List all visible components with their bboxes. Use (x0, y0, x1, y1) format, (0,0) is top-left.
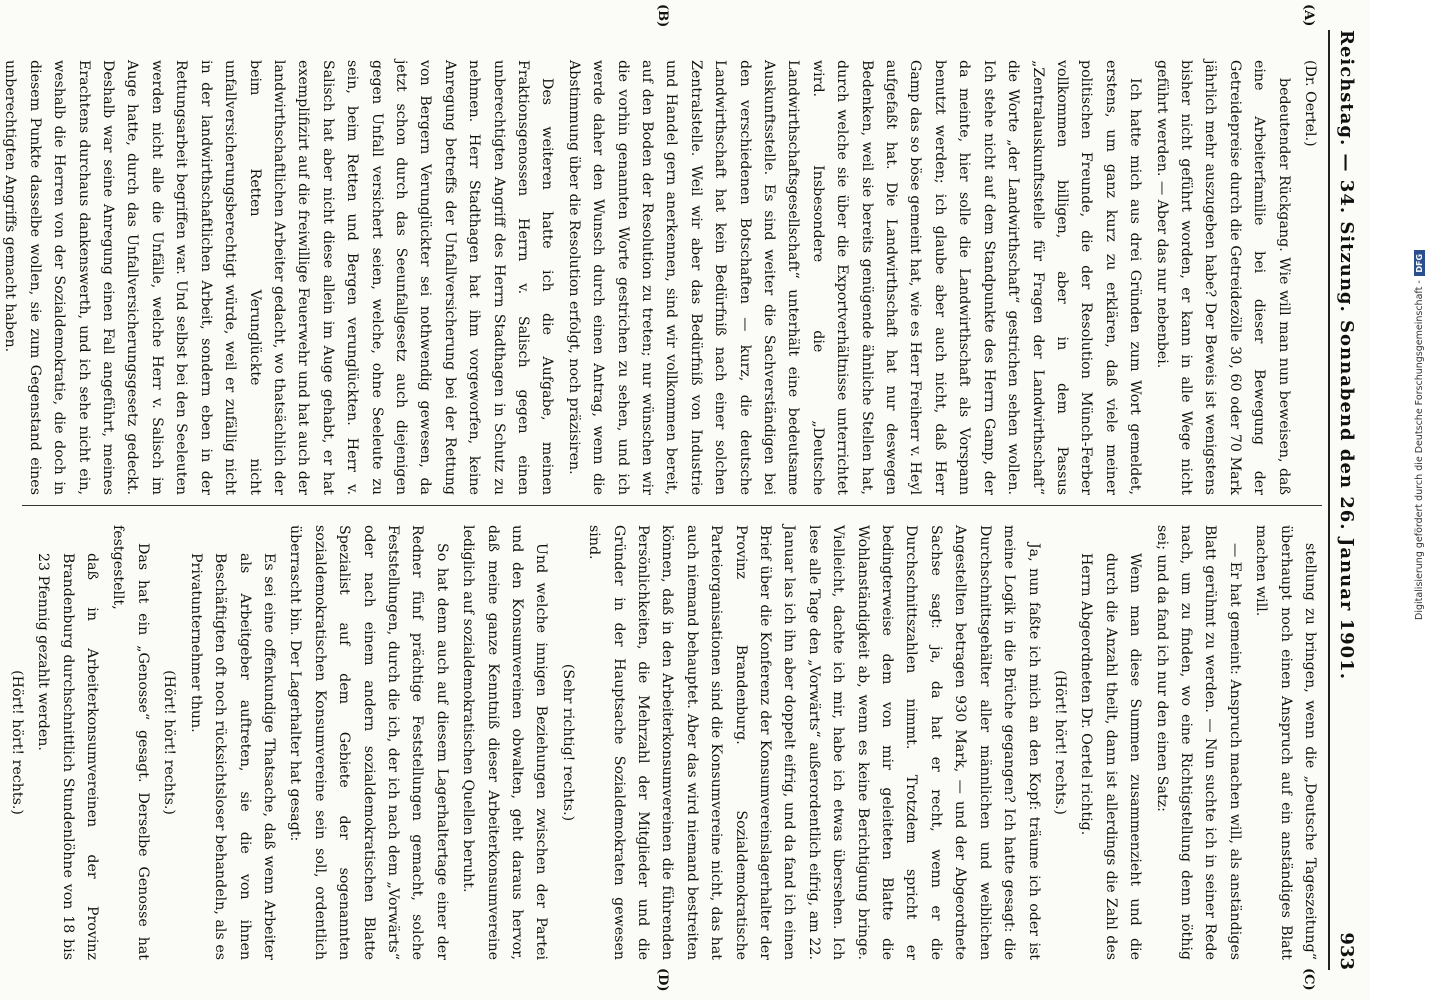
paragraph (0, 525, 2, 960)
paragraph: stellung zu bringen, wenn die „Deutsche Tageszeitung“ überhaupt noch einen Anspruch auf ein anständiges Blatt machen will. (1253, 525, 1318, 960)
digitization-footer (1408, 240, 1430, 620)
paragraph: Und welche innigen Beziehungen zwischen der Partei und den Konsumvereinen obwalten, geht daraus hervor, daß meine ganze Kenntniß dieser Arbeiterkonsumvereine lediglich auf sozialdemokratischen Quellen beruht. (460, 525, 550, 960)
paragraph: Ich hatte mich aus drei Gründen zum Wort gemeldet, erstens, um ganz kurz zu erklären, daß viele meiner politischen Freunde, die der Resolution Münch-Ferber vollkommen billigen, aber in dem Passus „Zentralauskunftsstelle für Fragen der Landwirthschaft“ die Worte „der Landwirthschaft“ gestrichen sehen wollen. Ich stehe nicht auf dem Standpunkte des Herrn Gamp, der da meinte, hier solle die Landwirthschaft als Vorspann benutzt werden; ich glaube aber auch nicht, daß Herr Gamp das so böse gemeint hat, wie es Herr Freiherr v. Heyl aufgefaßt hat. Die Landwirthschaft hat nur deswegen Bedenken, weil sie bereits genügende ähnliche Stellen hat, durch welche sie über die Exportverhältnisse unterrichtet wird. Insbesondere die „Deutsche Landwirthschaftsgesellschaft“ unterhält eine bedeutsame Auskunftsstelle. Es sind weiter die Sachverständigen bei den verschiedenen Botschaften — kurz, die deutsche Landwirthschaft hat kein Bedürfniß nach einer solchen Zentralstelle. Weil wir aber das Bedürfniß von Industrie und Handel gern anerkennen, sind wir vollkommen bereit, auf den Boden der Resolution zu treten; nur wünschen wir die vorhin genannten Worte gestrichen zu sehen, und ich werde daher den Wunsch durch einen Antrag, wenn die Abstimmung über die Resolution erfolgt, noch präzisiren. (565, 60, 1144, 495)
quoted-passage: daß in Arbeiterkonsumvereinen der Provinz Brandenburg durchschnittlich Stundenlöhne von 18 bis 23 Pfennig gezahlt werden. (35, 553, 101, 960)
interjection: (Hört! hört! rechts.) (8, 670, 25, 815)
paragraph: So hat denn auch auf diesem Lagerhaltertage einer der Redner fünf prächtige Feststellungen gemacht, solche Feststellungen, durch die ich, der ich nach dem „Vorwärts“ oder nach einem andern sozialdemokratischen Blatte Spezialist auf dem Gebiete der sogenannten sozialdemokratischen Konsumvereine sein soll, ordentlich überrascht bin. Der Lagerhalter hat gesagt: (287, 525, 450, 960)
column-divider (22, 505, 1322, 506)
margin-marker-c: (C) (1301, 968, 1316, 991)
page-header (1328, 30, 1364, 970)
interjection: (Sehr richtig! rechts.) (559, 663, 576, 822)
margin-marker-d: (D) (655, 968, 670, 992)
paragraph: Des weiteren hatte ich die Aufgabe, meinen Fraktionsgenossen Herrn v. Salisch gegen einen unberechtigten Angriff des Herrn Stadthagen in Schutz zu nehmen. Herr Stadthagen hat ihm vorgeworfen, keine Anregung betreffs der Unfallversicherung bei der Rettung von Bergern Verunglückter sei nothwendig gewesen, da jetzt schon durch das Seeunfallgesetz auch diejenigen gegen Unfall versichert seien, welche, ohne Seeleute zu sein, beim Retten und Bergen verunglückten. Herr v. Salisch hat aber nicht diese allein im Auge gehabt, er hat exemplifizirt auf die freiwillige Feuerwehr und hat auch der landwirthschaftlichen Arbeiter gedacht, wo thatsächlich der beim Retten Verunglückte nicht unfallversicherungsberechtigt würde, weil er zufällig nicht in der landwirthschaftlichen Arbeit, sondern eben in der Rettungsarbeit begriffen war. Und selbst bei den Seeleuten werden nicht alle die Unfälle, welche Herr v. Salisch im Auge hatte, durch das Unfallversicherungsgesetz gedeckt. Deshalb war seine Anregung einen Fall angeführt, meines Erachtens durchaus dankenswerth, und ich sehe nicht ein, weshalb die Herren von der Sozialdemokratie, die doch in diesem Punkte dasselbe wollen, sie zum Gegenstand eines unberechtigten Angriffs gemacht haben. (2, 60, 556, 495)
quoted-passage: Wenn man diese Summen zusammenzieht und die durch die Anzahl theilt, dann ist allerdings die Zahl des Herrn Abgeordneten Dr. Oertel richtig. (1078, 553, 1144, 960)
page-title: Reichstag. — 34. Sitzung. Sonnabend den 26. Januar 1901. (1336, 30, 1358, 680)
right-column (8, 525, 1322, 960)
interjection: (Hört! hört! rechts.) (1051, 670, 1068, 815)
dfg-logo: DFG (1414, 250, 1425, 276)
interjection: (Hört! hört! rechts.) (161, 670, 178, 815)
paragraph: Das hat ein „Genosse“ gesagt. Derselbe Genosse hat festgestellt, (110, 525, 151, 960)
speaker-label: (Dr. Oertel.) (1302, 60, 1318, 147)
margin-marker-b: (B) (655, 4, 670, 28)
margin-marker-a: (A) (1301, 4, 1316, 27)
paragraph: Ja, nun faßte ich mich an den Kopf: träume ich oder ist meine Logik in die Brüche gegangen? Ich hatte gesagt: die Durchschnittsgehälter aller männlichen und weiblichen Angestellten betragen 930 Mark, — und der Abgeordnete Sachse sagt: ja, da hat er recht, wenn er die Durchschnittszahlen nimmt. Trotzdem spricht er bedingterweise dem von mir geleiteten Blatte die Wohlanständigkeit ab, wenn es keine Berichtigung bringe. Vielleicht, dachte ich mir, habe ich etwas übersehen. Ich lese alle Tage den „Vorwärts“ außerordentlich eifrig, am 22. Januar las ich ihn aber doppelt eifrig, und da fand ich einen Brief über die Konferenz der Konsumvereinslagerhalter der Provinz Brandenburg. Sozialdemokratische Parteiorganisationen sind die Konsumvereine nicht, das hat auch niemand behauptet. Aber das wird niemand bestreiten können, daß in den Arbeiterkonsumvereinen die führenden Persönlichkeiten, die Mehrzahl der Mitglieder und die Gründer in der Hauptsache Sozialdemokraten gewesen sind. (586, 525, 1042, 960)
footer-text: Digitalisierung gefördert durch die Deutsche Forschungsgemeinschaft - (1413, 280, 1425, 620)
paragraph: — Er hat gemeint: Anspruch machen will, als anständiges Blatt gerühmt zu werden. — Nun suchte ich in seiner Rede nach, um zu finden, wo eine Richtigstellung denn nöthig sei; und da fand ich nur den einen Satz: (1153, 525, 1243, 960)
page-number: 933 (1336, 932, 1358, 970)
left-column (2, 60, 1322, 495)
quoted-passage: Es sei eine offenkundige Thatsache, daß wenn Arbeiter als Arbeitgeber auftreten, sie die von ihnen Beschäftigten oft noch rücksichtsloser behandeln, als es Privatunternehmer thun. (187, 553, 277, 960)
paragraph: bedeutender Rückgang. Wie will man nun beweisen, daß eine Arbeiterfamilie bei dieser Bewegung der Getreidepreise durch die Getreidezölle 30, 60 oder 70 Mark jährlich mehr auszugeben habe? Der Beweis ist wenigstens bisher nicht geführt worden, er kann in alle Wege nicht geführt werden. — Aber das nur nebenbei. (1153, 60, 1292, 495)
